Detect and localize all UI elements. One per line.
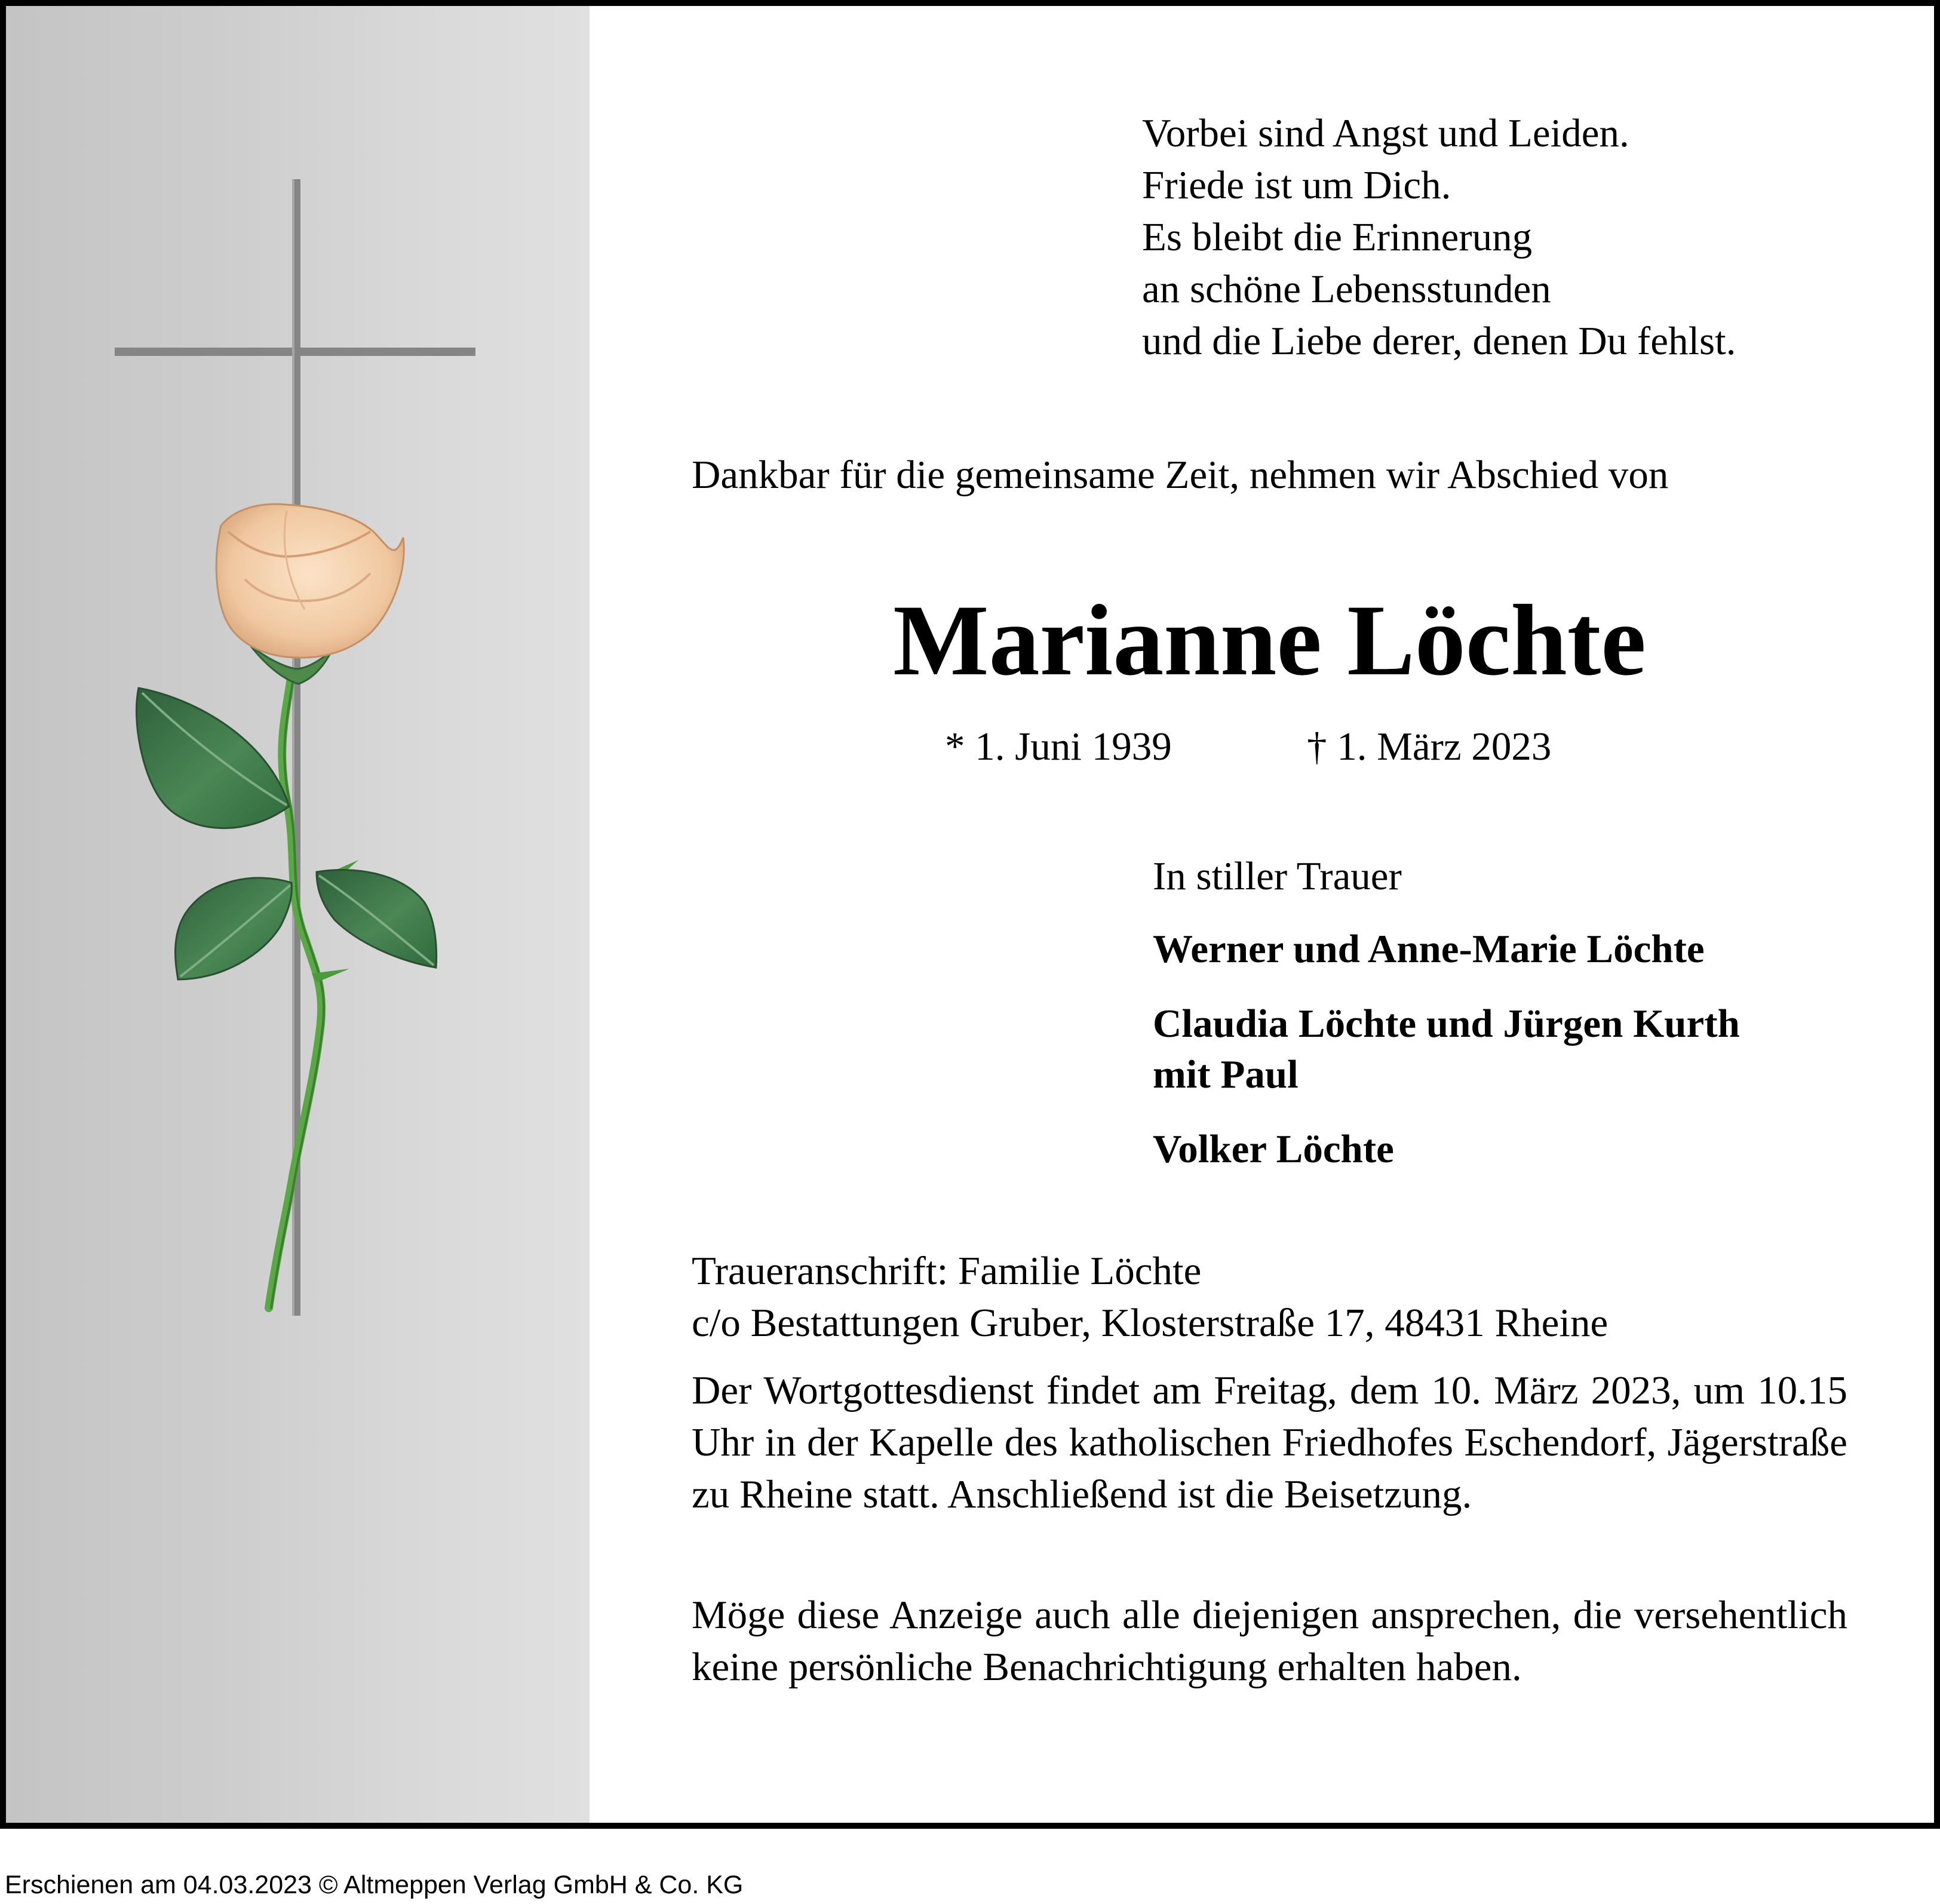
mourner-name: Volker Löchte [1153, 1127, 1394, 1171]
address-line: Traueranschrift: Familie Löchte [692, 1249, 1202, 1293]
death-date: † 1. März 2023 [1307, 724, 1552, 769]
poem-line: Vorbei sind Angst und Leiden. [1142, 111, 1629, 155]
rose-leaf [317, 870, 437, 968]
closing-notice: Möge diese Anzeige auch alle diejenigen ansprechen, die versehentlich keine persönliche Benachrichtigung erhalten haben. [692, 1593, 1847, 1689]
rose-leaf [175, 878, 291, 979]
mourning-address [692, 1245, 1847, 1349]
farewell-intro: Dankbar für die gemeinsame Zeit, nehmen wir Abschied von [692, 453, 1669, 497]
birth-date: * 1. Juni 1939 [945, 724, 1172, 769]
cross-with-rose-illustration [6, 6, 590, 1823]
publication-footer: Erschienen am 04.03.2023 © Altmeppen Verlag GmbH & Co. KG [5, 1871, 744, 1899]
memorial-poem [1142, 108, 1736, 367]
mourner-name: Claudia Löchte und Jürgen Kurth [1153, 1002, 1740, 1046]
mourner-name: Werner und Anne-Marie Löchte [1153, 927, 1705, 971]
service-details: Der Wortgottesdienst findet am Freitag, dem 10. März 2023, um 10.15 Uhr in der Kapelle des katholischen Friedhofes Eschendorf, Jägerstraße zu Rheine statt. Anschließend ist die Beisetzung. [692, 1368, 1847, 1516]
address-line: c/o Bestattungen Gruber, Klosterstraße 17, 48431 Rheine [692, 1301, 1609, 1345]
mourner-name: mit Paul [1153, 1052, 1299, 1097]
poem-line: Es bleibt die Erinnerung [1142, 215, 1533, 259]
rose-blossom-icon [216, 504, 404, 658]
deceased-name: Marianne Löchte [893, 584, 1646, 696]
mourning-label: In stiller Trauer [1153, 854, 1402, 898]
poem-line: und die Liebe derer, denen Du fehlst. [1142, 319, 1736, 363]
decorative-side-panel [6, 6, 590, 1823]
rose-leaf [136, 688, 289, 828]
poem-line: Friede ist um Dich. [1142, 163, 1451, 207]
poem-line: an schöne Lebensstunden [1142, 267, 1551, 311]
